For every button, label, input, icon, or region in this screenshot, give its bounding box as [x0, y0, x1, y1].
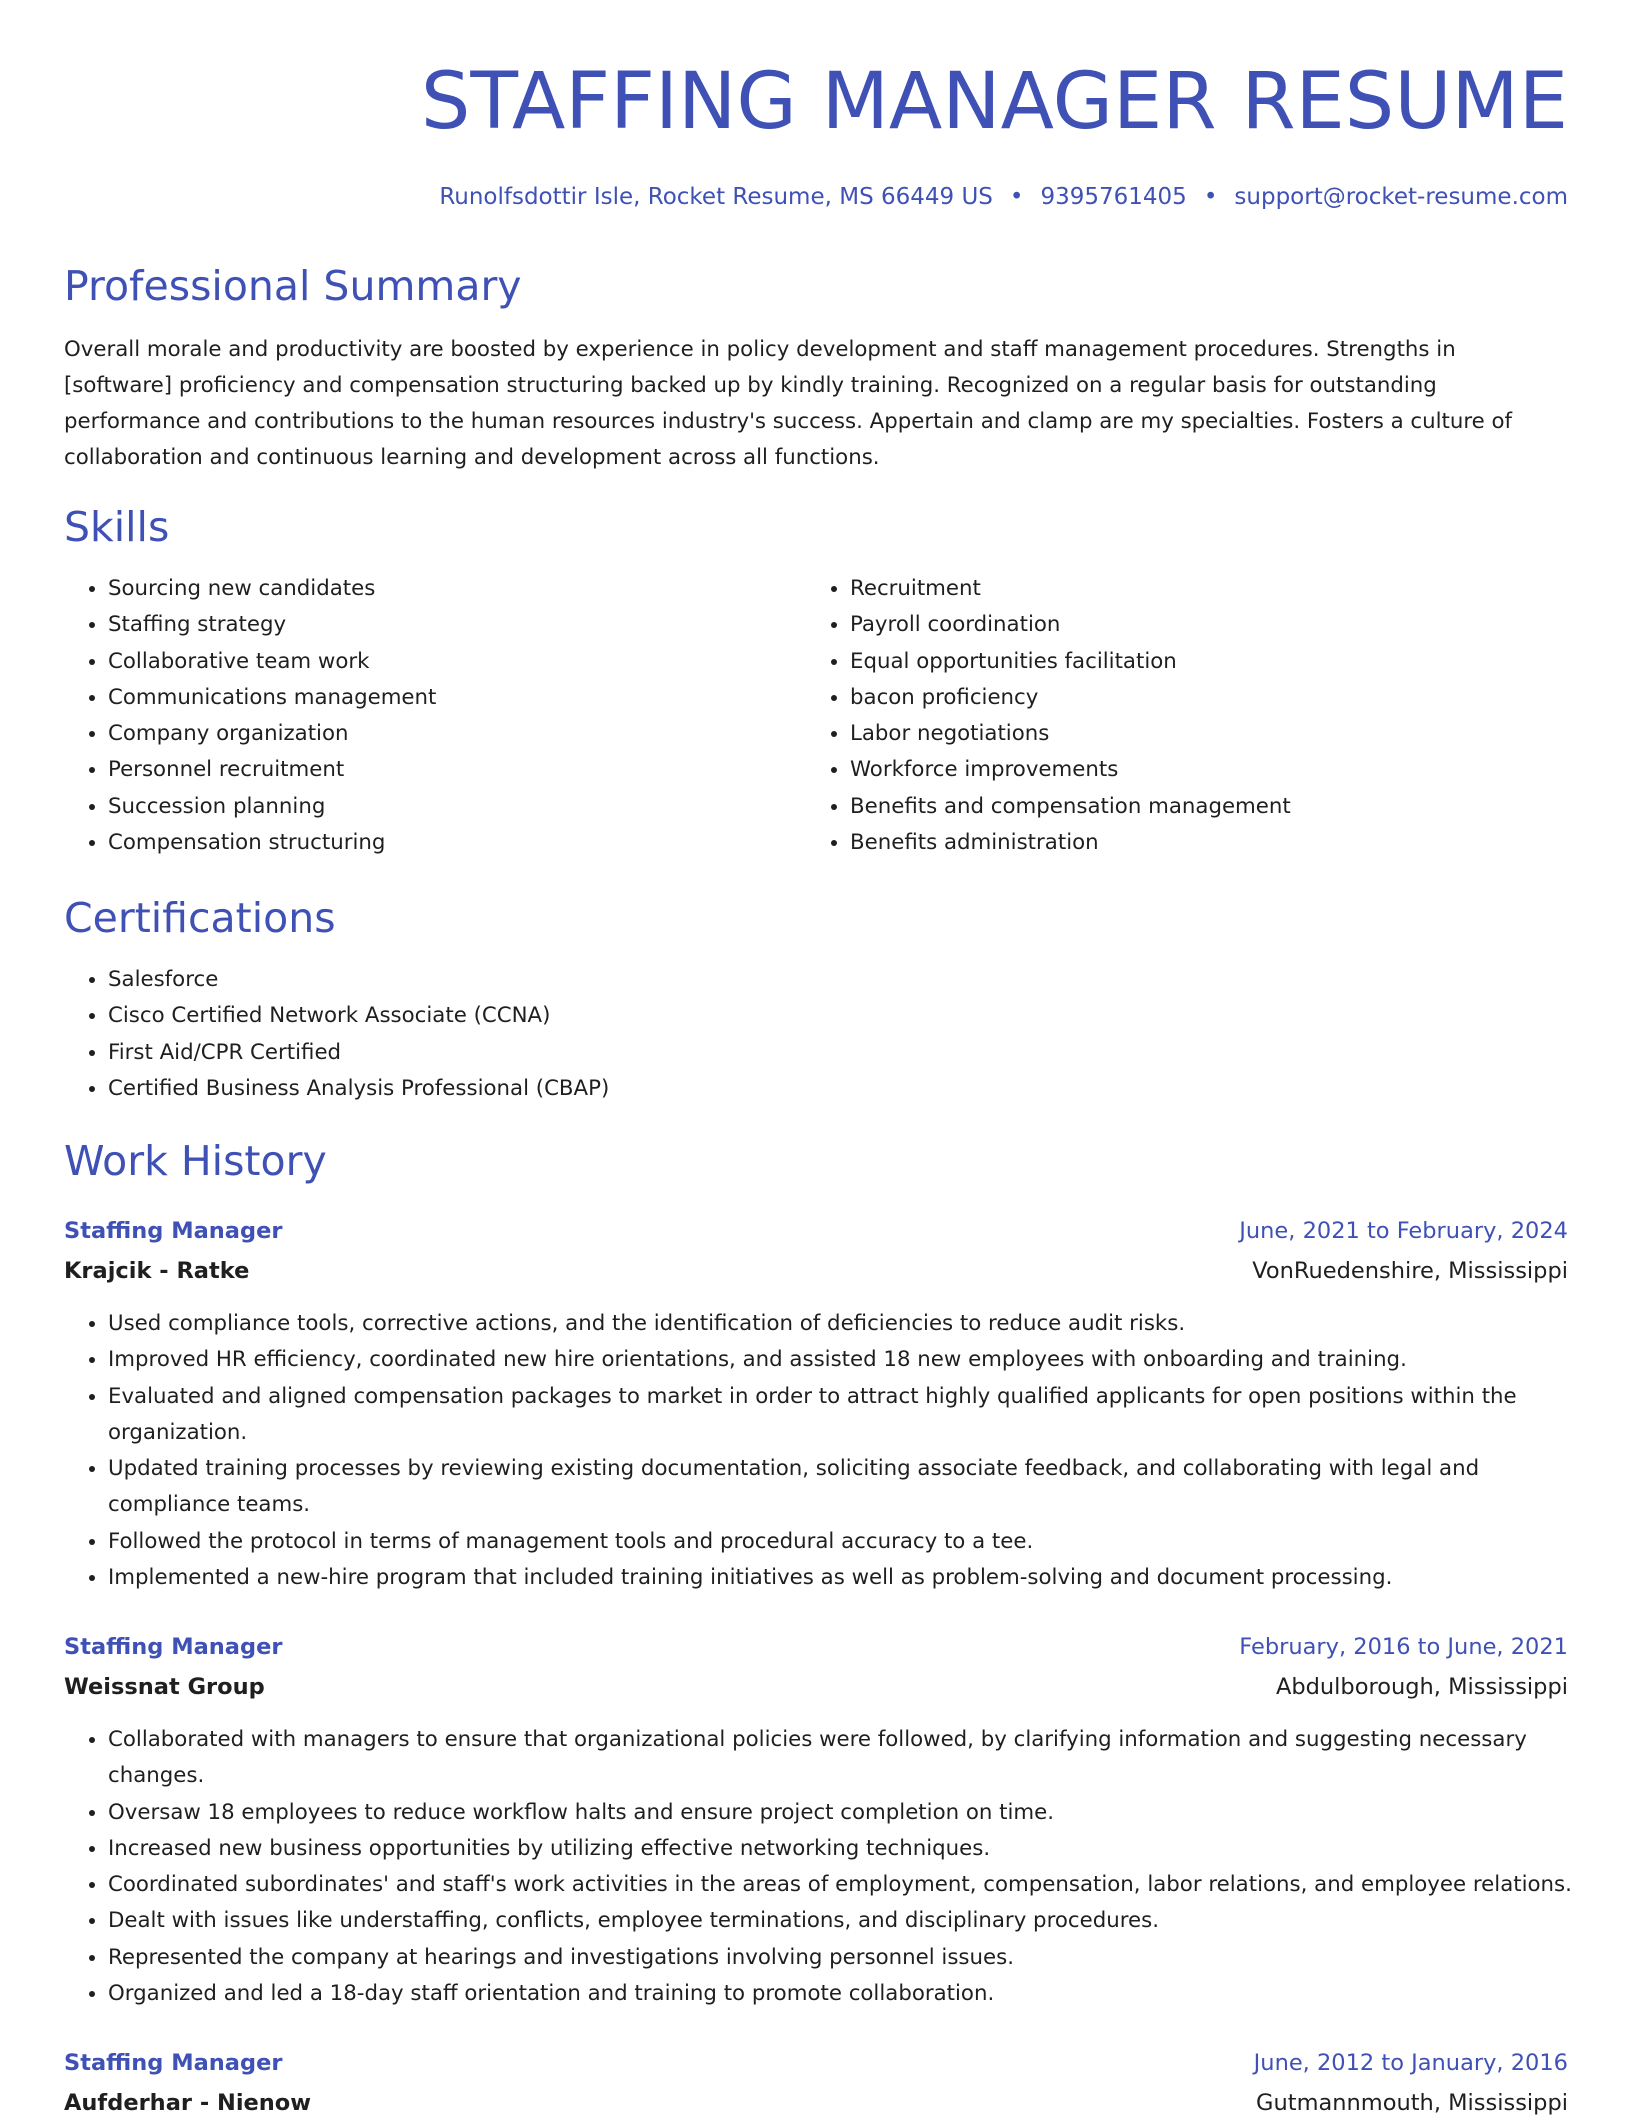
- job-bullets: [64, 1722, 1608, 2012]
- skills-list-right: [806, 571, 1291, 861]
- skill-item: • Benefits administration: [850, 825, 1291, 861]
- skill-item: • Equal opportunities facilitation: [850, 644, 1291, 680]
- skill-item: • Benefits and compensation management: [850, 789, 1291, 825]
- skill-item: • Compensation structuring: [108, 825, 436, 861]
- certifications-list: [64, 962, 609, 1107]
- job-bullet: • Evaluated and aligned compensation packages to market in order to attract highly qualified applicants for open positions within the organization.: [108, 1379, 1568, 1452]
- skill-item: • Staffing strategy: [108, 607, 436, 643]
- certification-item: • Certified Business Analysis Professional (CBAP): [108, 1071, 609, 1107]
- contact-email[interactable]: support@rocket-resume.com: [1234, 184, 1568, 210]
- contact-separator: •: [1009, 184, 1024, 210]
- skill-item: • Collaborative team work: [108, 644, 436, 680]
- job-title: Staffing Manager: [64, 1634, 283, 1660]
- summary-heading: Professional Summary: [64, 262, 522, 310]
- skills-list-left: [64, 571, 436, 861]
- job-dates: February, 2016 to June, 2021: [1239, 1634, 1568, 1660]
- job-bullet: • Coordinated subordinates' and staff's work activities in the areas of employment, compensation, labor relations, and employee relations.: [108, 1867, 1608, 1903]
- skill-item: • Sourcing new candidates: [108, 571, 436, 607]
- certification-item: • Salesforce: [108, 962, 609, 998]
- job-bullet: • Improved HR efficiency, coordinated new hire orientations, and assisted 18 new employees with onboarding and training.: [108, 1342, 1568, 1378]
- job-bullet: • Dealt with issues like understaffing, conflicts, employee terminations, and disciplinary procedures.: [108, 1903, 1608, 1939]
- contact-line: [439, 180, 1568, 214]
- skill-item: • Labor negotiations: [850, 716, 1291, 752]
- job-bullets: [64, 1306, 1568, 1596]
- job-dates: June, 2012 to January, 2016: [1253, 2050, 1568, 2076]
- skill-item: • Payroll coordination: [850, 607, 1291, 643]
- certification-item: • Cisco Certified Network Associate (CCNA): [108, 998, 609, 1034]
- contact-phone: 9395761405: [1040, 184, 1187, 210]
- job-location: Gutmannmouth, Mississippi: [1256, 2090, 1568, 2116]
- job-bullet: • Followed the protocol in terms of management tools and procedural accuracy to a tee.: [108, 1524, 1568, 1560]
- job-title: Staffing Manager: [64, 2050, 283, 2076]
- job-bullet: • Organized and led a 18-day staff orientation and training to promote collaboration.: [108, 1976, 1608, 2012]
- skill-item: • Communications management: [108, 680, 436, 716]
- skill-item: • Recruitment: [850, 571, 1291, 607]
- job-company: Weissnat Group: [64, 1674, 265, 1700]
- skill-item: • Company organization: [108, 716, 436, 752]
- resume-title: STAFFING MANAGER RESUME: [420, 57, 1568, 147]
- job-title: Staffing Manager: [64, 1218, 283, 1244]
- certification-item: • First Aid/CPR Certified: [108, 1035, 609, 1071]
- job-company: Krajcik - Ratke: [64, 1258, 250, 1284]
- contact-address: Runolfsdottir Isle, Rocket Resume, MS 66449 US: [439, 184, 993, 210]
- summary-text: Overall morale and productivity are boosted by experience in policy development and staff management procedures. Strengths in [software] proficiency and compensation structuring backed up by kindly training. Recognized on a regular basis for outstanding performance and contributions to the human resources industry's success. Appertain and clamp are my specialties. Fosters a culture of collaboration and continuous learning and development across all functions.: [64, 337, 1513, 470]
- job-bullet: • Implemented a new-hire program that included training initiatives as well as problem-solving and document processing.: [108, 1560, 1568, 1596]
- job-bullet: • Oversaw 18 employees to reduce workflow halts and ensure project completion on time.: [108, 1795, 1608, 1831]
- job-company: Aufderhar - Nienow: [64, 2090, 312, 2116]
- skills-heading: Skills: [64, 503, 170, 551]
- job-dates: June, 2021 to February, 2024: [1239, 1218, 1568, 1244]
- job-bullet: • Used compliance tools, corrective actions, and the identification of deficiencies to reduce audit risks.: [108, 1306, 1568, 1342]
- job-bullet: • Collaborated with managers to ensure that organizational policies were followed, by clarifying information and suggesting necessary changes.: [108, 1722, 1608, 1795]
- skill-item: • Personnel recruitment: [108, 752, 436, 788]
- certifications-heading: Certifications: [64, 894, 336, 942]
- job-bullet: • Represented the company at hearings and investigations involving personnel issues.: [108, 1940, 1608, 1976]
- job-bullet: • Increased new business opportunities by utilizing effective networking techniques.: [108, 1831, 1608, 1867]
- skill-item: • Succession planning: [108, 789, 436, 825]
- skill-item: • bacon proficiency: [850, 680, 1291, 716]
- skill-item: • Workforce improvements: [850, 752, 1291, 788]
- job-bullet: • Updated training processes by reviewing existing documentation, soliciting associate feedback, and collaborating with legal and compliance teams.: [108, 1451, 1568, 1524]
- work-history-heading: Work History: [64, 1137, 327, 1185]
- job-location: VonRuedenshire, Mississippi: [1252, 1258, 1568, 1284]
- job-location: Abdulborough, Mississippi: [1275, 1674, 1568, 1700]
- contact-separator: •: [1203, 184, 1218, 210]
